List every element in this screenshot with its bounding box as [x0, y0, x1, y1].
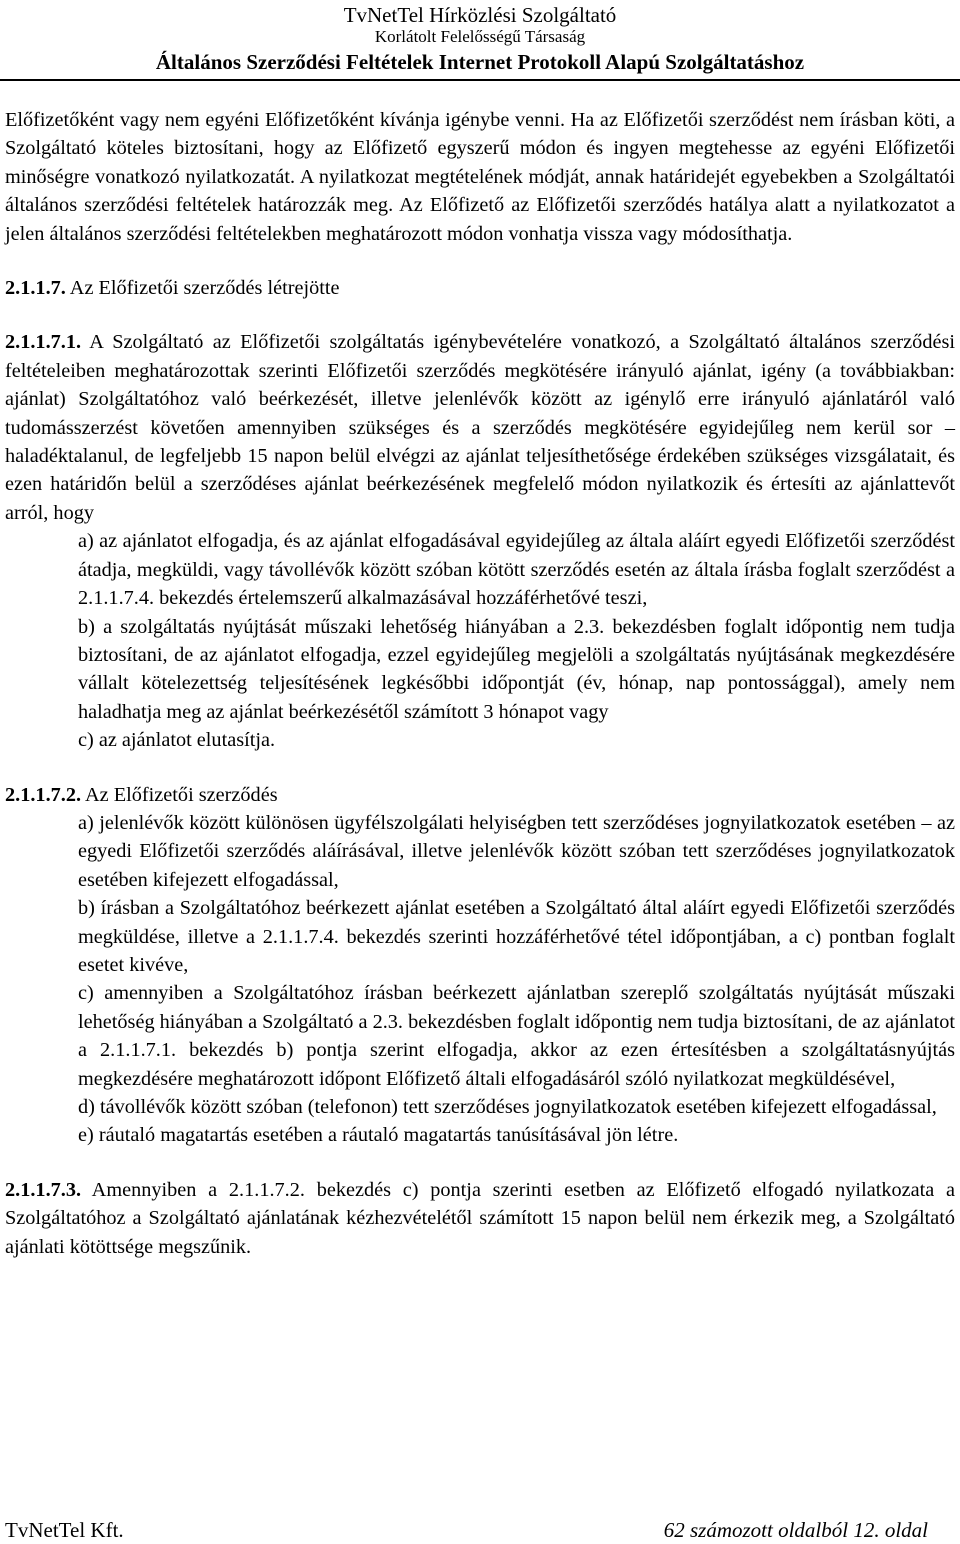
- section-text: Az Előfizetői szerződés: [81, 783, 278, 806]
- section-21173-paragraph: [5, 1176, 955, 1261]
- section-number: 2.1.1.7.2.: [5, 783, 82, 806]
- section-title: Az Előfizetői szerződés létrejötte: [65, 277, 340, 300]
- section-number: 2.1.1.7.: [5, 277, 66, 300]
- section-number: 2.1.1.7.3.: [5, 1178, 82, 1201]
- footer-company: TvNetTel Kft.: [5, 1518, 124, 1542]
- list-item-b: b) írásban a Szolgáltatóhoz beérkezett ajánlat esetében a Szolgáltató által aláírt egyedi Előfizetői szerződés megküldése, illetve a 2.1.1.7.4. bekezdés szerinti hozzáférhetővé tétel időpontjában, a c) pontban foglalt esetet kivéve,: [78, 897, 955, 976]
- list-item-c: c) az ajánlatot elutasítja.: [78, 729, 276, 752]
- page-number: 62 számozott oldalból 12. oldal: [663, 1518, 928, 1542]
- list-item-b: b) a szolgáltatás nyújtását műszaki lehetőség hiányában a 2.3. bekezdésben foglalt időpontig nem tudja biztosítani, de az ajánlatot elfogadja, ezzel egyidejűleg megjelöli a szolgáltatás nyújtásának megkezdésére vállalt kötelezettség teljesítésének legkésőbbi időpontját (év, hónap, nap pontossággal), amely nem haladhatja meg az ajánlat beérkezésétől számított 3 hónapot vagy: [78, 615, 955, 723]
- section-21171-paragraph: [5, 328, 955, 527]
- list-item-d: d) távollévők között szóban (telefonon) tett szerződéses jognyilatkozatok esetében kifejezett elfogadással,: [78, 1096, 937, 1118]
- list-item-a: a) jelenlévők között különösen ügyfélszolgálati helyiségben tett szerződéses jognyilatkozatok esetében – az egyedi Előfizetői szerződés aláírásával, illetve jelenlévők között szóban tett szerződéses jognyilatkozatok esetében kifejezett elfogadással,: [78, 811, 955, 891]
- document-title: Általános Szerződési Feltételek Internet Protokoll Alapú Szolgáltatáshoz: [155, 50, 805, 74]
- section-text: Amennyiben a 2.1.1.7.2. bekezdés c) pontja szerinti esetben az Előfizető elfogadó nyilatkozata a Szolgáltatóhoz a Szolgáltató ajánlatának kézhezvételétől számított 15 napon belül nem érkezik meg, a Szolgáltató ajánlati kötöttsége megszűnik.: [5, 1178, 955, 1258]
- list-item-a: a) az ajánlatot elfogadja, és az ajánlat elfogadásával egyidejűleg az általa aláírt egyedi Előfizetői szerződést átadja, megküldi, vagy távollévők között szóban kötött szerződés esetén az általa írásba foglalt szerződést a 2.1.1.7.4. bekezdés értelemszerű alkalmazásával hozzáférhetővé teszi,: [78, 530, 955, 610]
- company-name: TvNetTel Hírközlési Szolgáltató: [343, 3, 617, 27]
- section-2117-heading: [5, 274, 955, 302]
- company-form: Korlátolt Felelősségű Társaság: [374, 27, 586, 46]
- header-divider: [0, 79, 960, 81]
- list-item-e: e) ráutaló magatartás esetében a ráutaló magatartás tanúsításával jön létre.: [78, 1124, 679, 1147]
- document-body: [5, 106, 955, 1261]
- section-21172-heading: [5, 781, 955, 809]
- section-number: 2.1.1.7.1.: [5, 331, 82, 354]
- intro-paragraph: Előfizetőként vagy nem egyéni Előfizetőként kívánja igénybe venni. Ha az Előfizetői szerződést nem írásban köti, a Szolgáltató köteles biztosítani, hogy az Előfizető egyszerű módon és ingyen megtehesse az egyéni Előfizetői minőségre vonatkozó nyilatkozatát. A nyilatkozat megtételének módját, annak határidejét egyebekben a Szolgáltatói általános szerződési feltételek határozzák meg. Az Előfizető az Előfizetői szerződés hatálya alatt a nyilatkozatot a jelen általános szerződési feltételekben meghatározott módon vonhatja vissza vagy módosíthatja.: [5, 109, 955, 245]
- list-item-c: c) amennyiben a Szolgáltatóhoz írásban beérkezett ajánlatban szereplő szolgáltatás nyújtását műszaki lehetőség hiányában a Szolgáltató a 2.3. bekezdésben foglalt időpontig nem tudja biztosítani, de az ajánlatot a 2.1.1.7.1. bekezdés b) pontja szerint elfogadja, akkor az ezen értesítésben a szolgáltatásnyújtás megkezdésére meghatározott időpont Előfizető általi elfogadásáról szóló nyilatkozat megküldésével,: [78, 982, 955, 1090]
- section-text: A Szolgáltató az Előfizetői szolgáltatás igénybevételére vonatkozó, a Szolgáltató általános szerződési feltételeiben meghatározottak szerinti Előfizetői szerződés megkötésére irányuló ajánlat, igény (a továbbiakban: ajánlat) Szolgáltatóhoz való beérkezését, illetve jelenlévők között az igénylő erre irányuló ajánlatáról való tudomásszerzést követően amennyiben szükséges és a szerződés megkötésére egyidejűleg nem kerül sor – haladéktalanul, de legfeljebb 15 napon belül elvégzi az ajánlat teljesíthetősége érdekében szükséges vizsgálatait, és ezen határidőn belül a szerződéses ajánlat beérkezésének megfelelő módon nyilatkozik és értesíti az ajánlattevőt arról, hogy: [5, 331, 955, 524]
